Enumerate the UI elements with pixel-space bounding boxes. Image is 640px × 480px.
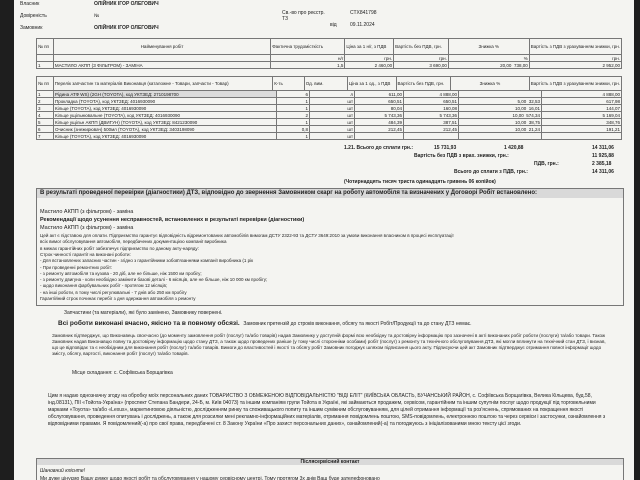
part-cell: 617,98 [542, 98, 622, 105]
part-cell: Кільце ущільн АКПП (ДВИГУН) (TOYOTA), код УКТЗЕД: 8421230090 [54, 119, 277, 126]
guarantee-line: Цей акт є підставою для оплати. Підприємство гарантує відповідність відремонтованих автомобілів вимогам ДСТУ 2322-93 та ДСТУ 3649:2010 за умови виконання власником в процесі експлуатації [40, 233, 454, 238]
parts-header-cell: Перелік запчастин та матеріалів Виконавця (каталожне - Товари, запчасти - Товар) [53, 77, 273, 91]
part-cell: 0,8 [277, 126, 310, 133]
works-header-cell: Вартість з ПДВ з урахуванням знижки, грн. [529, 39, 621, 55]
contact-title: Післясервісний контакт [37, 459, 623, 465]
parts-row [37, 91, 622, 98]
sum-label: Всього до сплати з ПДВ, грн.: [454, 169, 528, 175]
parts-row [37, 119, 622, 126]
parts-row [37, 133, 622, 140]
sum-value: 14 311,06 [592, 169, 614, 175]
total-label: 1.21. Всього до сплати грн.: [344, 145, 413, 151]
part-cell: 5 [37, 119, 54, 126]
unit-cell [37, 55, 54, 62]
part-cell: 1 [277, 98, 310, 105]
unit-cell [53, 55, 270, 62]
parts-header-cell: Знижка % [451, 77, 530, 91]
guarantee-line: в межах гарантійних робіт забезпечує підприємство по даному акту-наряду: [40, 245, 199, 251]
part-cell: 5,00 32,53 [459, 98, 542, 105]
guarantee-line: - з ремонту двигуна - коли необхідно замінити базові деталі - 6 місяців, але не більше, ніж 10 000 км пробігу; [40, 277, 268, 283]
customer-label: Замовник [20, 25, 43, 31]
consent-text: Цим я надаю однозначну згоду на обробку моїх персональних даних ТОВАРИСТВО З ОБМЕЖЕНОЮ ВІДПОВІДАЛЬНІСТЮ "ВІДІ ЕЛІТ" (КИЇВСЬКА ОБЛАСТЬ, БУЧАНСЬКИЙ РАЙОН, с. Софіївська Борщагівка, Велика Кільцева, буд.58, інд.08131), ПІІ «Тойота-Україна» (проспект Степана Бандери, 24-Б, м. Київ 04073) та іншим компаніям групи Тойота в Україні, які займаються продажем, сервісом, гарантійним та іншим супутнім послуг щодо продукції під торговельними марками «Тоуота» та/або «Lexus», маркетинговою діяльністю, дослідженням ринку та споживацького попиту та іншим суміжним обслуговуванням, для цілей отримання інформації та роз'яснень, спрямованих на покращення якості обслуговування, проведення опитувань і досліджень, а також для розсилки мені рекламно-інформаційних матеріалів, отримання повідомлень поштою, SMS-повідомлень, електронною поштою та через сервіси і застосунки, ознайомлення з відповідними правами. Я повідомлений(-а) про свої права, передбачені ст. 8 Закону України «Про захист персональних даних», ознайомлений(-а) та погоджуюсь з ініціалізованими мною тексту цієї згоди. [48, 393, 606, 427]
part-cell: шт [310, 112, 355, 119]
part-cell: 6 [277, 91, 310, 98]
parts-row [37, 105, 622, 112]
part-cell: 10,00 38,75 [459, 119, 542, 126]
parts-table [36, 76, 622, 91]
part-cell: 650,51 [355, 98, 404, 105]
part-cell: 2 [37, 98, 54, 105]
proxy-number-label: № [94, 13, 100, 19]
part-cell: Кільце ущільнювальне (TOYOTA), код УКТЗЕД: 4016930090 [54, 112, 277, 119]
total-value-1: 15 731,93 [434, 145, 457, 151]
discount-value: 11 925,88 [592, 153, 614, 159]
part-cell: 144,07 [542, 105, 622, 112]
part-cell: 484,39 [355, 119, 404, 126]
part-cell: 5 169,04 [542, 112, 622, 119]
part-cell: 10,00 21,24 [459, 126, 542, 133]
discount-label: Вартість без ПДВ з врах. знижки, грн.: [414, 153, 509, 159]
proxy-label: Довіреність [20, 13, 47, 19]
part-cell: 10,00 574,34 [459, 112, 542, 119]
date-value: 09.11.2024 [350, 22, 375, 28]
part-cell: 191,21 [542, 126, 622, 133]
sum-in-words: (Чотирнадцять тисяч триста одинадцять гривень 06 копійок) [344, 179, 496, 185]
owner-label: Власник [20, 1, 40, 7]
guarantee-line: - При проведенні ремонтних робіт: [40, 264, 113, 270]
unit-cell: н/г [271, 55, 345, 62]
document-page [14, 0, 634, 480]
part-cell: Прокладка (TOYOTA), код УКТЗЕД: 4016930090 [54, 98, 277, 105]
part-cell: Очисник (знежирювач) 500мл (TOYOTA), код УКТЗЕД: 3403198090 [54, 126, 277, 133]
total-value-2: 1 420,88 [504, 145, 524, 151]
works-row [37, 62, 622, 69]
part-cell: 6 [37, 126, 54, 133]
part-cell: шт [310, 98, 355, 105]
date-label: від [330, 22, 337, 28]
part-cell: 5 743,36 [355, 112, 404, 119]
part-cell: Рідина АТФ WS) (2GH (TOYOTA), код УКТЗЕД: 2710198700 [54, 91, 277, 98]
part-cell: 10,00 16,01 [459, 105, 542, 112]
vat-label: ПДВ, грн.: [534, 161, 559, 167]
guarantee-line: - щодо виконання фарбувальних робіт - протягом 12 місяців; [40, 283, 168, 289]
works-header-cell: Знижка % [448, 39, 529, 55]
diagnostics-line-2: Мастило АКПП (з фільтром) - заміна [40, 225, 134, 231]
part-cell: 80,04 [355, 105, 404, 112]
part-cell: шт [310, 126, 355, 133]
guarantee-line: Строк чинності гарантії на виконані роботи: [40, 251, 131, 257]
works-header-cell: № пп [37, 39, 54, 55]
work-cell: 20,00 738,00 [448, 62, 529, 69]
part-cell [404, 133, 459, 140]
parts-returned-note: Запчастини (та матеріали), які було замінено, Замовнику повернені. [64, 310, 223, 316]
work-cell: 2 460,00 [345, 62, 394, 69]
work-cell: 3 690,00 [394, 62, 449, 69]
parts-header-cell: Вартість без ПДВ, грн. [396, 77, 451, 91]
unit-cell: грн. [394, 55, 449, 62]
part-cell: 4 [37, 112, 54, 119]
parts-row [37, 126, 622, 133]
part-cell [459, 91, 542, 98]
unit-cell: % [448, 55, 529, 62]
part-cell: 3 [37, 105, 54, 112]
contact-section [36, 458, 624, 480]
part-cell: 4 888,00 [542, 91, 622, 98]
part-cell: 212,45 [355, 126, 404, 133]
parts-row [37, 98, 622, 105]
part-cell: 1 [277, 119, 310, 126]
part-cell: 348,76 [542, 119, 622, 126]
part-cell: Кільце (TOYOTA), код УКТЗЕД: 4016930090 [54, 133, 277, 140]
part-cell: 2 [277, 112, 310, 119]
contact-line: Ми дуже цінуємо Вашу думку щодо якості робіт та обслуговування у нашому сервісному центрі. Тому протягом 3х днів Ваш буде зателефоновано [40, 476, 380, 480]
part-cell [355, 133, 404, 140]
place-of-compilation: Місце складання: с. Софіївська Борщагівка [72, 370, 173, 376]
part-cell: 160,08 [404, 105, 459, 112]
parts-rows [36, 90, 622, 140]
owner-value: ОЛІЙНИК ІГОР ОЛЕГОВИЧ [94, 1, 159, 7]
guarantee-line: всіх вимог обслуговування автомобіля, передбачених документацією компанії виробника [40, 239, 227, 245]
total-value-3: 14 311,06 [592, 145, 614, 151]
parts-header-cell: Ціна за 1 од., з ПДВ [347, 77, 396, 91]
work-cell: 1,5 [271, 62, 345, 69]
part-cell: 1 [277, 133, 310, 140]
parts-header-cell: Вартість з ПДВ з урахуванням знижки, грн. [529, 77, 621, 91]
part-cell: 212,45 [404, 126, 459, 133]
parts-header-cell: № пп [37, 77, 54, 91]
works-header-cell: Фактична трудомісткість [271, 39, 345, 55]
parts-row [37, 112, 622, 119]
part-cell: 650,51 [404, 98, 459, 105]
parts-header-row [37, 77, 622, 91]
part-cell [542, 133, 622, 140]
registration-label: Св.-во про реєстр. ТЗ [282, 10, 325, 22]
works-unit-row [37, 55, 622, 62]
part-cell [459, 133, 542, 140]
diagnostics-line-1: Мастило АКПП (з фільтром) - заміна [40, 209, 134, 215]
part-cell: 4 888,00 [404, 91, 459, 98]
part-cell: 7 [37, 133, 54, 140]
part-cell: 611,00 [355, 91, 404, 98]
diagnostics-section [36, 188, 624, 306]
contact-greeting: Шановний клієнте! [40, 468, 86, 474]
part-cell: л [310, 91, 355, 98]
quality-rest: Замовник претензій до строків виконання, обсягу та якості Робіт/Продукції та до стану ДТЗ немає. [243, 321, 472, 327]
customer-value: ОЛІЙНИК ІГОР ОЛЕГОВИЧ [94, 25, 159, 31]
diagnostics-title: В результаті проведеної перевірки (діагностики) ДТЗ, відповідно до звернення Замовником скарг на роботу автомобіля та визначених у Договорі Робіт встановлено: [37, 189, 623, 198]
confirmation-text: Замовник підтверджує, що Виконавець своєчасно (до моменту замовлення робіт (послуг) та/або товарів) надав Замовнику у доступній формі всю необхідну та достовірну інформацію про зазначені в акті виконаних робіт роботи (послуги) та/або товари. Також Замовник надав Виконавцю повну та достовірну інформацію щодо стану ДТЗ, а також щодо проведених раніше (у тому числі сторонніми особами) робіт (послуг) з ремонту та технічного обслуговування ДТЗ, які могли вплинути на технічний стан ДТЗ, і визнав, що це відповідає та є необхідним для виконання робіт (послуг) та/або товарів. Вимоги до властивостей і якості та обсягу робіт Замовник погоджує шляхом підписання цього акту. Підписуючи цей акт Замовник підтверджує отримання повної інформації щодо змісту, обсягу, вартості, виконання робіт (послуг) та/або товарів. [52, 333, 606, 356]
part-cell: 1 [37, 91, 54, 98]
guarantee-line: - з ремонту автомобіля та кузова - 20 діб, але не більше, ніж 1500 км пробігу; [40, 270, 202, 276]
registration-value: СТХ841798 [350, 10, 377, 16]
part-cell: Кільце (TOYOTA), код УКТЗЕД: 4016930090 [54, 105, 277, 112]
part-cell: 1 [277, 105, 310, 112]
recommendations-title: Рекомендації щодо усунення несправностей, встановлених в результаті перевірки (діагностики) [40, 217, 305, 223]
guarantee-line: Гарантійний строк починає перебіг з дня одержання автомобіля з ремонту [40, 296, 196, 301]
unit-cell: грн. [345, 55, 394, 62]
part-cell: шт [310, 133, 355, 140]
works-header-cell: Вартість без ПДВ, грн. [394, 39, 449, 55]
works-table [36, 38, 622, 69]
work-cell: 1 [37, 62, 54, 69]
guarantee-line: - Для встановлених запасних частин - згідно з гарантійними зобов'язаннями компанії виробника (1 рік [40, 258, 254, 264]
quality-bold: Всі роботи виконані вчасно, якісно та в повному обсязі. [58, 320, 240, 327]
quality-statement [58, 320, 471, 328]
works-header-row [37, 39, 622, 55]
parts-header-cell: К-ть [273, 77, 304, 91]
work-cell: МАСТИЛО АКПП (З ФІЛЬТРОМ) - ЗАМІНА [53, 62, 270, 69]
works-header-cell: Ціна за 1 н/г, з ПДВ [345, 39, 394, 55]
unit-cell: грн. [529, 55, 621, 62]
vat-value: 2 385,18 [592, 161, 612, 167]
parts-header-cell: Од. вим. [304, 77, 347, 91]
works-header-cell: Найменування робіт [53, 39, 270, 55]
guarantee-line: - на інші роботи, в тому числі регулювальні - 7 днів або 250 км пробігу [40, 289, 187, 295]
part-cell: шт [310, 119, 355, 126]
part-cell: шт [310, 105, 355, 112]
work-cell: 2 952,00 [529, 62, 621, 69]
part-cell: 387,51 [404, 119, 459, 126]
part-cell: 5 743,36 [404, 112, 459, 119]
